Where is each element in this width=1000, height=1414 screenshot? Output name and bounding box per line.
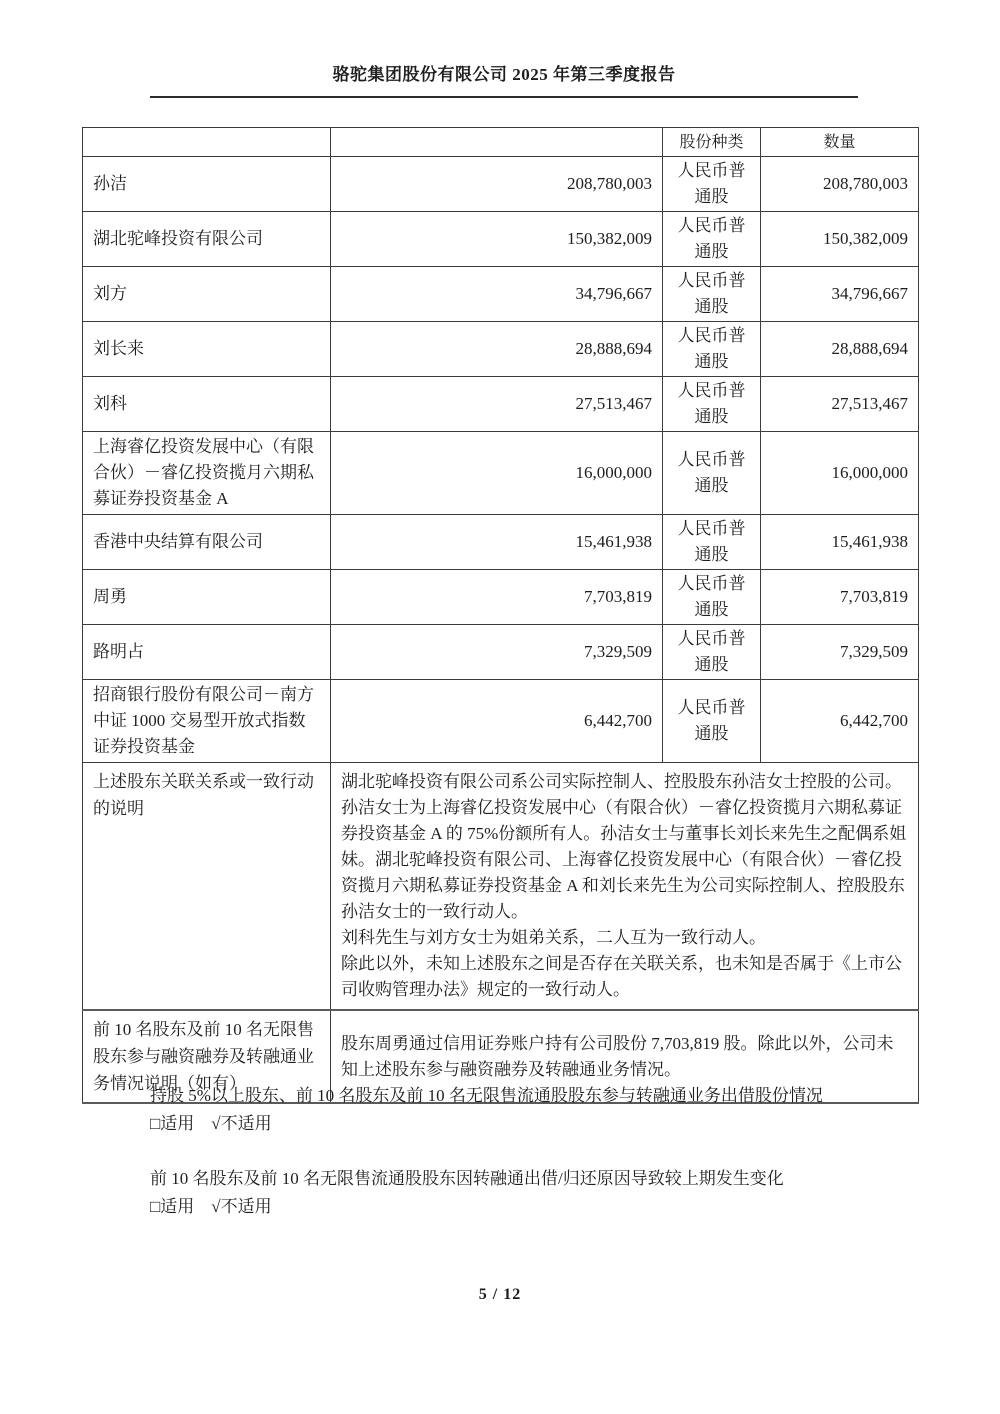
note-text: 前 10 名股东及前 10 名无限售流通股股东因转融通出借/归还原因导致较上期发生变化 [150,1169,784,1188]
shareholder-name-cell: 招商银行股份有限公司－南方中证 1000 交易型开放式指数证券投资基金 [83,680,331,763]
shares-held-cell: 27,513,467 [331,377,663,432]
share-type-cell: 人民币普通股 [663,322,761,377]
share-type-cell: 人民币普通股 [663,157,761,212]
shares-held-cell: 7,703,819 [331,570,663,625]
shares-held-cell: 16,000,000 [331,432,663,515]
quantity-cell: 16,000,000 [761,432,919,515]
margin-content-cell: 股东周勇通过信用证券账户持有公司股份 7,703,819 股。除此以外，公司未知上述股东参与融资融券及转融通业务情况。 [331,1010,919,1103]
table-row [83,432,919,515]
shareholder-name-cell: 湖北驼峰投资有限公司 [83,212,331,267]
note-lending-change [150,1165,880,1221]
header-empty-1 [83,128,331,157]
quantity-cell: 150,382,009 [761,212,919,267]
table-row [83,625,919,680]
table-row [83,570,919,625]
relation-paragraph: 除此以外，未知上述股东之间是否存在关联关系，也未知是否属于《上市公司收购管理办法》规定的一致行动人。 [341,954,902,999]
quantity-cell: 7,329,509 [761,625,919,680]
shareholder-name-cell: 刘方 [83,267,331,322]
relation-paragraph: 湖北驼峰投资有限公司系公司实际控制人、控股股东孙洁女士控股的公司。孙洁女士为上海睿亿投资发展中心（有限合伙）－睿亿投资揽月六期私募证券投资基金 A 的 75%份额所有人。孙洁女士与董事长刘长来先生之配偶系姐妹。湖北驼峰投资有限公司、上海睿亿投资发展中心（有限合伙）－睿亿投资揽月六期私募证券投资基金 A 和刘长来先生为公司实际控制人、控股股东孙洁女士的一致行动人。 [341,772,907,921]
note-securities-lending [150,1082,880,1138]
table-row [83,515,919,570]
share-type-cell: 人民币普通股 [663,625,761,680]
header-share-type: 股份种类 [663,128,761,157]
share-type-cell: 人民币普通股 [663,432,761,515]
shares-held-cell: 208,780,003 [331,157,663,212]
shareholder-name-cell: 刘长来 [83,322,331,377]
share-type-cell: 人民币普通股 [663,267,761,322]
shares-held-cell: 7,329,509 [331,625,663,680]
table-row [83,212,919,267]
share-type-cell: 人民币普通股 [663,680,761,763]
doc-title: 骆驼集团股份有限公司 2025 年第三季度报告 [332,65,676,84]
note-applicability: □适用 √不适用 [150,1114,272,1133]
share-type-cell: 人民币普通股 [663,515,761,570]
relation-content-cell [331,763,919,1011]
shareholder-name-cell: 刘科 [83,377,331,432]
header-quantity: 数量 [761,128,919,157]
note-text: 持股 5%以上股东、前 10 名股东及前 10 名无限售流通股股东参与转融通业务出借股份情况 [150,1086,823,1105]
applicability-notes [150,1082,880,1248]
quantity-cell: 7,703,819 [761,570,919,625]
page-number: 5 / 12 [478,1286,522,1303]
shareholder-name-cell: 上海睿亿投资发展中心（有限合伙）－睿亿投资揽月六期私募证券投资基金 A [83,432,331,515]
header-empty-2 [331,128,663,157]
shares-held-cell: 6,442,700 [331,680,663,763]
shares-held-cell: 150,382,009 [331,212,663,267]
shareholder-name-cell: 孙洁 [83,157,331,212]
margin-label-cell: 前 10 名股东及前 10 名无限售股东参与融资融券及转融通业务情况说明（如有） [83,1010,331,1103]
shareholder-name-cell: 香港中央结算有限公司 [83,515,331,570]
shareholder-name-cell: 周勇 [83,570,331,625]
relation-label-cell: 上述股东关联关系或一致行动的说明 [83,763,331,1011]
shares-held-cell: 15,461,938 [331,515,663,570]
share-type-cell: 人民币普通股 [663,570,761,625]
quantity-cell: 34,796,667 [761,267,919,322]
share-type-cell: 人民币普通股 [663,377,761,432]
doc-header [150,60,858,98]
table-row [83,377,919,432]
shares-held-cell: 34,796,667 [331,267,663,322]
relation-explanation-row [83,763,919,1011]
quantity-cell: 208,780,003 [761,157,919,212]
shareholder-name-cell: 路明占 [83,625,331,680]
relation-paragraph: 刘科先生与刘方女士为姐弟关系，二人互为一致行动人。 [341,928,766,947]
quantity-cell: 28,888,694 [761,322,919,377]
quantity-cell: 6,442,700 [761,680,919,763]
quantity-cell: 27,513,467 [761,377,919,432]
note-applicability: □适用 √不适用 [150,1197,272,1216]
share-type-cell: 人民币普通股 [663,212,761,267]
table-row [83,680,919,763]
shares-held-cell: 28,888,694 [331,322,663,377]
table-row [83,267,919,322]
shareholder-table [82,127,919,1104]
table-row [83,157,919,212]
table-row [83,322,919,377]
table-header-row [83,128,919,157]
quantity-cell: 15,461,938 [761,515,919,570]
